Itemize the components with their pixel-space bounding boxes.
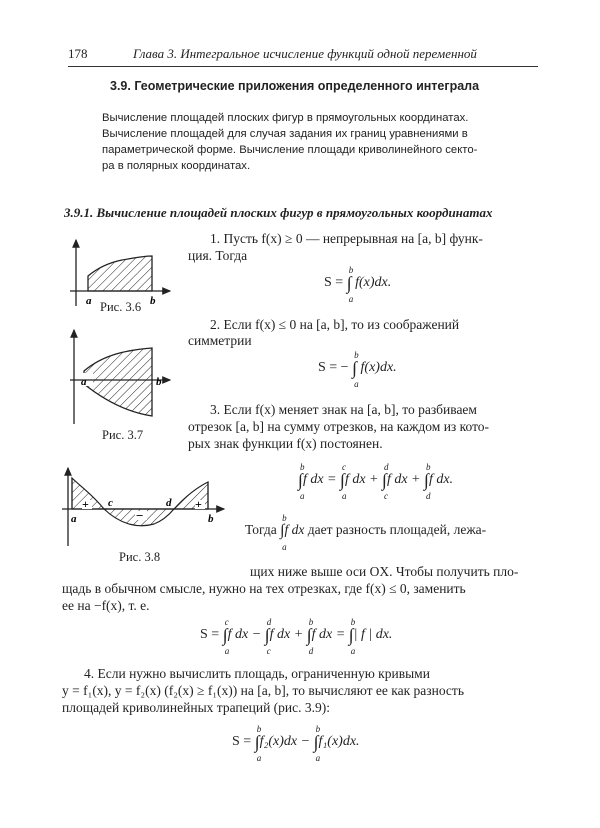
item3-line4: щих ниже выше оси OX. Чтобы получить пло- xyxy=(250,564,519,579)
item3-formula xyxy=(298,461,454,501)
lower-limit: d xyxy=(308,645,314,656)
item3-then-line xyxy=(245,512,487,552)
fig37-area xyxy=(84,348,152,416)
lower-limit: a xyxy=(315,752,321,763)
upper-limit: d xyxy=(266,616,272,627)
item3-line2: отрезок [a, b] на сумму отрезков, на каждом из кото- xyxy=(188,419,490,434)
item3-line6: ее на −f(x), т. е. xyxy=(62,598,150,613)
fig37-label-a: a xyxy=(81,376,87,388)
upper-limit: b xyxy=(300,461,305,472)
integral-sign: ∫ d c xyxy=(264,616,272,656)
integral-sign: ∫ b d xyxy=(306,616,314,656)
abstract-line: Вычисление площадей плоских фигур в прямоугольных координатах. xyxy=(102,112,469,124)
integrand: f dx = xyxy=(302,472,337,487)
item3-line3: рых знак функции f(x) постоянен. xyxy=(188,436,383,451)
integral-sign: ∫ b a xyxy=(298,461,305,501)
upper-limit: b xyxy=(282,512,287,523)
section-abstract xyxy=(102,110,502,174)
item4-formula xyxy=(232,723,360,763)
upper-limit: b xyxy=(354,349,359,360)
item3-line5: щадь в обычном смысле, нужно на тех отрезках, где f(x) ≤ 0, заменить xyxy=(62,581,466,596)
item1-line1: 1. Пусть f(x) ≥ 0 — непрерывная на [a, b] функ- xyxy=(210,231,483,246)
upper-limit: b xyxy=(426,461,431,472)
upper-limit: d xyxy=(384,461,389,472)
integral-sign: ∫ b a xyxy=(280,512,287,552)
lower-limit: c xyxy=(384,490,388,501)
fig37-caption: Рис. 3.7 xyxy=(102,428,144,442)
item2-line2: симметрии xyxy=(188,333,252,348)
fig38-plus-left: + xyxy=(82,497,89,511)
integrand: f dx = xyxy=(311,627,346,642)
item4-line1: 4. Если нужно вычислить площадь, ограниченную кривыми xyxy=(84,666,430,681)
integral-sign: ∫ d c xyxy=(382,461,389,501)
formula-lhs: S = − xyxy=(318,360,349,375)
subsection-title: 3.9.1. Вычисление площадей плоских фигур в прямоугольных координатах xyxy=(64,205,493,220)
item4-line3: площадей криволинейных трапеций (рис. 3.9): xyxy=(62,700,330,715)
integral-sign: ∫ b a xyxy=(346,264,354,304)
header-rule xyxy=(68,66,538,67)
integral-sign: ∫ b a xyxy=(348,616,356,656)
section-title: 3.9. Геометрические приложения определенного интеграла xyxy=(110,79,480,93)
abstract-line: Вычисление площадей для случая задания их границ уравнениями в xyxy=(102,128,468,140)
fig38-label-b: b xyxy=(208,513,214,525)
fig36-caption: Рис. 3.6 xyxy=(100,300,142,314)
abstract-line: параметрической форме. Вычисление площади криволинейного секто- xyxy=(102,144,478,156)
integral-sign: ∫ c a xyxy=(222,616,230,656)
fig38-label-a: a xyxy=(71,513,77,525)
integrand: f(x)dx. xyxy=(355,275,392,290)
integrand: f dx + xyxy=(344,472,379,487)
integrand: f dx − xyxy=(227,627,262,642)
fig36-area xyxy=(88,256,152,291)
fig38-label-d: d xyxy=(166,497,172,509)
lower-limit: a xyxy=(342,490,347,501)
item1-line2: ция. Тогда xyxy=(188,248,248,263)
fig38-label-c: c xyxy=(108,497,113,509)
formula-lhs: S = xyxy=(232,734,252,749)
integrand: | f | dx. xyxy=(353,627,393,642)
item3-line1: 3. Если f(x) меняет знак на [a, b], то разбиваем xyxy=(210,402,477,417)
then-suffix: дает разность площадей, лежа- xyxy=(307,522,487,537)
integral-sign: ∫ b a xyxy=(313,723,321,763)
fig38-plus-right: + xyxy=(195,497,202,511)
fig37-label-b: b xyxy=(156,376,162,388)
integrand: f₂(x)dx − xyxy=(259,734,311,749)
upper-limit: c xyxy=(342,461,346,472)
upper-limit: b xyxy=(256,723,262,734)
formula-lhs: S = xyxy=(324,275,344,290)
integrand: f(x)dx. xyxy=(360,360,397,375)
formula-lhs: S = xyxy=(200,627,220,642)
item2-line1: 2. Если f(x) ≤ 0 на [a, b], то из соображений xyxy=(210,317,460,332)
then-prefix: Тогда xyxy=(245,522,277,537)
integral-sign: ∫ b d xyxy=(424,461,431,501)
integrand: f dx. xyxy=(428,472,454,487)
lower-limit: a xyxy=(224,645,230,656)
integrand: f dx + xyxy=(269,627,304,642)
lower-limit: a xyxy=(350,645,356,656)
integral-sign: ∫ c a xyxy=(340,461,347,501)
fig38-minus: − xyxy=(136,508,144,523)
item4-line2: y = f₁(x), y = f₂(x) (f₂(x) ≥ f₁(x)) на [a, b], то вычисляют ее как разность xyxy=(62,683,464,698)
lower-limit: a xyxy=(282,541,287,552)
upper-limit: b xyxy=(315,723,321,734)
upper-limit: b xyxy=(308,616,314,627)
running-title: Глава 3. Интегральное исчисление функций одной переменной xyxy=(133,46,477,61)
fig36-label-b: b xyxy=(150,295,156,307)
upper-limit: b xyxy=(350,616,356,627)
figure-3-7 xyxy=(64,326,174,426)
figure-3-8 xyxy=(58,464,228,549)
lower-limit: a xyxy=(300,490,305,501)
upper-limit: b xyxy=(348,264,354,275)
integrand: f dx + xyxy=(386,472,421,487)
lower-limit: a xyxy=(348,293,354,304)
integrand: f dx xyxy=(284,522,305,537)
figure-3-6 xyxy=(64,236,174,308)
lower-limit: d xyxy=(426,490,431,501)
fig36-label-a: a xyxy=(86,295,92,307)
integrand: f₁(x)dx. xyxy=(318,734,360,749)
lower-limit: a xyxy=(354,378,359,389)
item1-formula xyxy=(324,264,392,304)
item3-formula2 xyxy=(200,616,393,656)
item2-formula xyxy=(318,349,397,389)
integral-sign: ∫ b a xyxy=(254,723,262,763)
integral-sign: ∫ b a xyxy=(352,349,359,389)
abstract-line: ра в полярных координатах. xyxy=(102,160,251,172)
lower-limit: a xyxy=(256,752,262,763)
upper-limit: c xyxy=(224,616,229,627)
fig38-caption: Рис. 3.8 xyxy=(119,550,161,564)
lower-limit: c xyxy=(266,645,271,656)
page-number: 178 xyxy=(68,46,88,61)
